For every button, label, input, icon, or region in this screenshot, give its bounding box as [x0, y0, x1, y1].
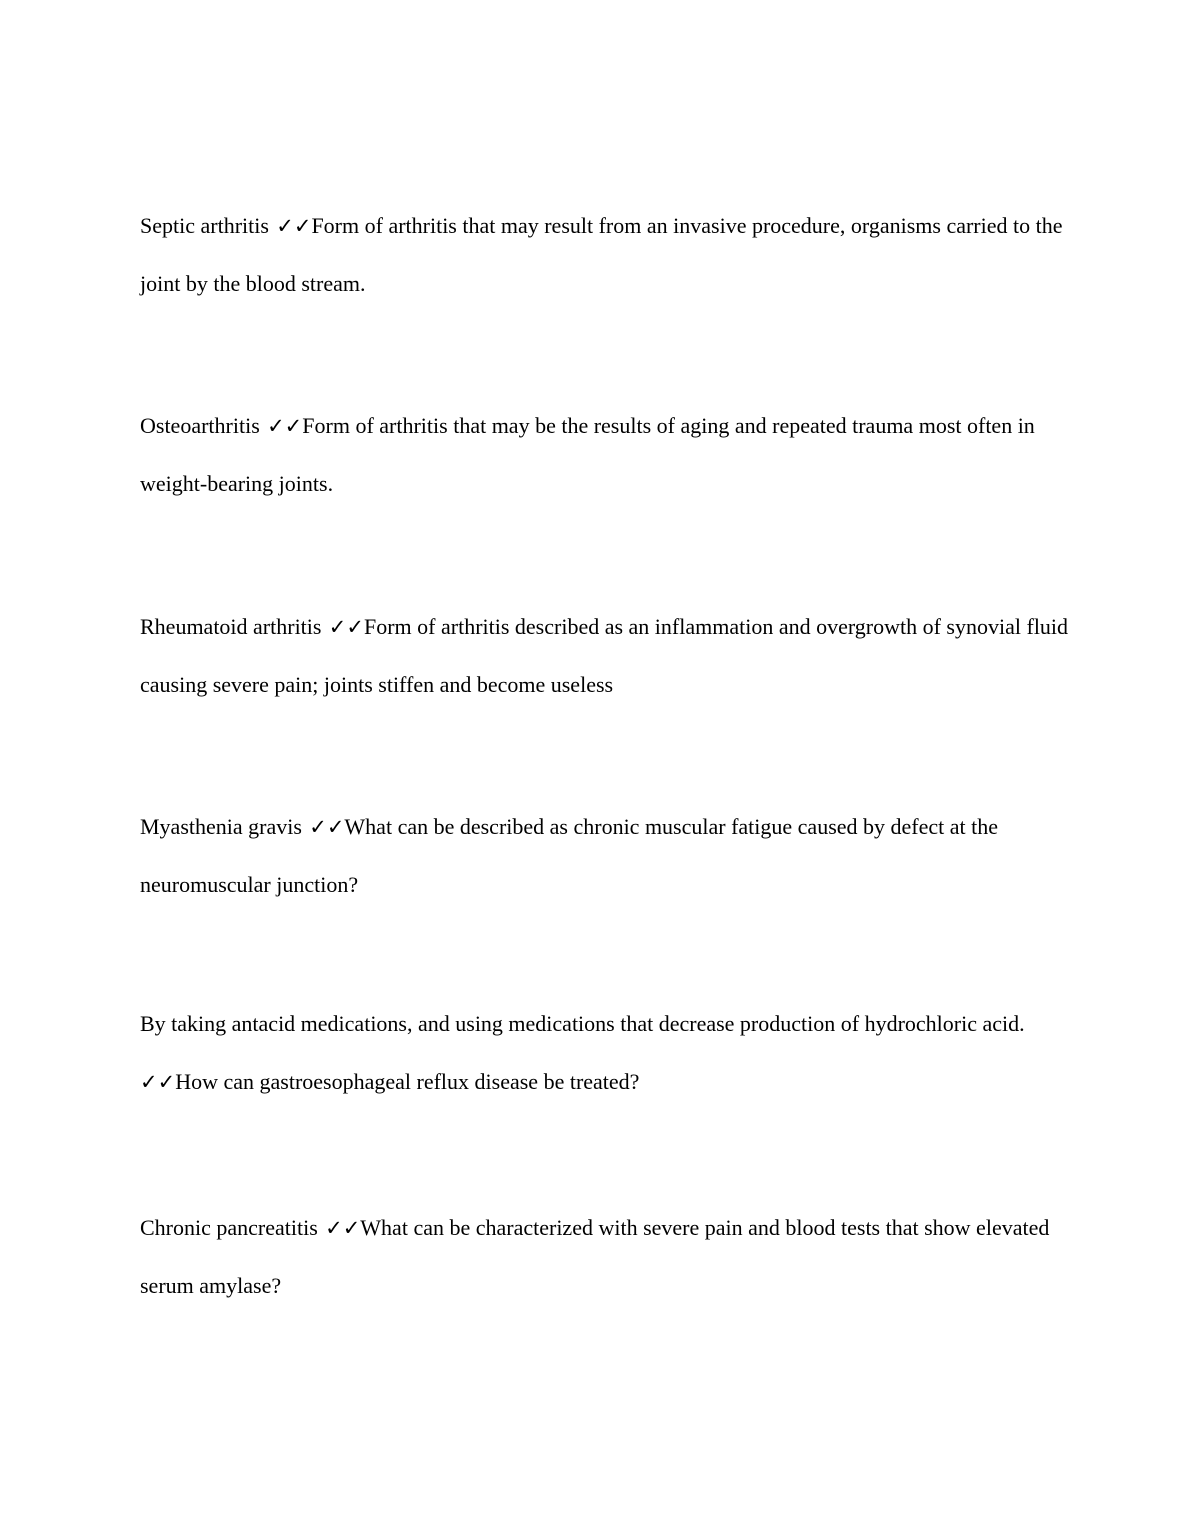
entry-definition: Form of arthritis that may result from an invasive procedure, organisms carried to the joint by the blood stream. [140, 213, 1063, 296]
entry-definition: What can be characterized with severe pain and blood tests that show elevated serum amylase? [140, 1215, 1050, 1298]
double-check-icon: ✓✓ [317, 1216, 361, 1240]
entry-term: Osteoarthritis [140, 413, 260, 438]
flashcard-entry [140, 1199, 1070, 1315]
flashcard-entry [140, 995, 1070, 1111]
flashcard-entry [140, 197, 1070, 313]
entry-term: Rheumatoid arthritis [140, 614, 322, 639]
flashcard-entry [140, 798, 1070, 914]
flashcard-entry [140, 397, 1070, 513]
double-check-icon: ✓✓ [301, 815, 345, 839]
entry-definition: Form of arthritis that may be the results of aging and repeated trauma most often in weight-bearing joints. [140, 413, 1035, 496]
flashcard-entry [140, 598, 1070, 714]
entry-term: Septic arthritis [140, 213, 269, 238]
double-check-icon: ✓✓ [259, 414, 303, 438]
entry-term: Chronic pancreatitis [140, 1215, 318, 1240]
entry-term: By taking antacid medications, and using medications that decrease production of hydrochloric acid. [140, 1011, 1025, 1036]
double-check-icon: ✓✓ [140, 1070, 176, 1094]
entry-definition: How can gastroesophageal reflux disease be treated? [175, 1069, 640, 1094]
double-check-icon: ✓✓ [268, 214, 312, 238]
entry-term: Myasthenia gravis [140, 814, 302, 839]
entry-definition: Form of arthritis described as an inflammation and overgrowth of synovial fluid causing severe pain; joints stiffen and become useless [140, 614, 1069, 697]
entry-definition: What can be described as chronic muscular fatigue caused by defect at the neuromuscular junction? [140, 814, 999, 897]
double-check-icon: ✓✓ [321, 615, 364, 639]
